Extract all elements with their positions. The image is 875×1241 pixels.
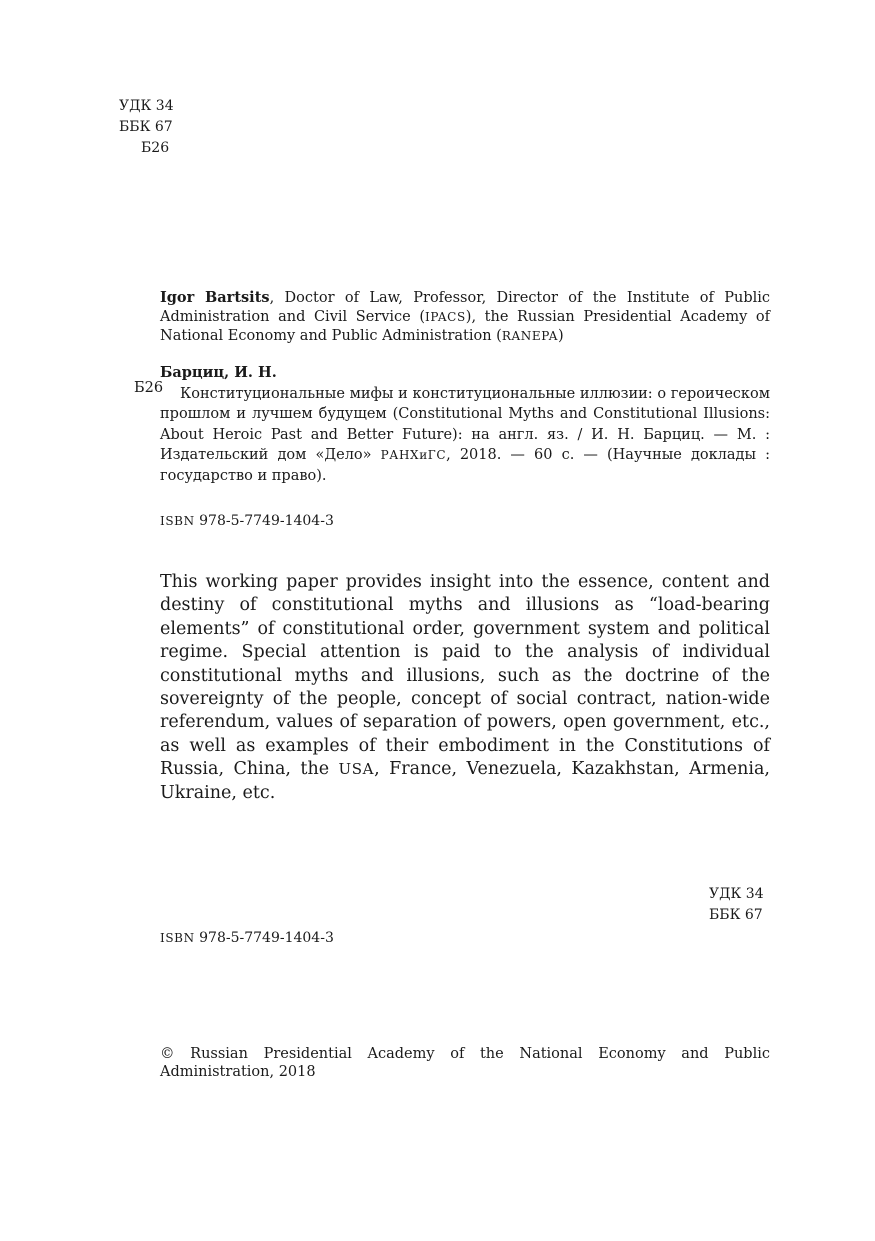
author-name: Igor Bartsits [160, 289, 270, 306]
author-mark-code: Б26 [141, 140, 170, 156]
author-bio [160, 288, 770, 346]
udk-code-bottom: УДК 34 [709, 886, 764, 902]
bibliographic-description [160, 384, 770, 487]
ranhigs-abbr: РАНХиГС [380, 448, 447, 462]
isbn-number: 978-5-7749-1404-3 [199, 513, 334, 529]
bibliographic-author-name: Барциц, И. Н. [160, 364, 277, 381]
bibliographic-text-2: , 2018. — 60 с. — (Научные доклады : государство и право). [160, 447, 770, 484]
bibliographic-side-code: Б26 [134, 380, 164, 396]
isbn-top [160, 513, 334, 529]
ipacs-abbr: IPACS [425, 310, 466, 324]
bibliographic-text-1: Конституциональные мифы и конституциональные иллюзии: о героическом прошлом и лучшем будущем (Constitutional Myths and Constitutional Illusions: About Heroic Past and Better Future): на англ. яз. / И. Н. Барциц. — М. : Издательский дом «Дело» [160, 385, 770, 463]
isbn-number-bottom: 978-5-7749-1404-3 [199, 930, 334, 946]
usa-abbr: USA [338, 760, 375, 779]
bibliographic-record [160, 363, 770, 486]
bibliographic-author [160, 363, 770, 384]
bbk-code-bottom: ББК 67 [709, 907, 763, 923]
abstract-text-2: , France, Venezuela, Kazakhstan, Armenia, Ukraine, etc. [160, 759, 770, 803]
ranepa-abbr: RANEPA [501, 329, 559, 343]
isbn-bottom [160, 930, 334, 946]
udk-code: УДК 34 [119, 98, 174, 114]
copyright-notice: © Russian Presidential Academy of the National Economy and Public Administration, 2018 [160, 1046, 770, 1080]
abstract [160, 571, 770, 805]
isbn-label-bottom: ISBN [160, 931, 195, 945]
isbn-label: ISBN [160, 514, 195, 528]
author-bio-text-2: ), the Russian Presidential Academy of National Economy and Public Administration ( [160, 309, 770, 344]
classification-codes-bottom [709, 884, 764, 926]
abstract-text-1: This working paper provides insight into the essence, content and destiny of constitutional myths and illusions as “load-bearing elements” of constitutional order, government system and political regime. Special attention is paid to the analysis of individual constitutional myths and illusions, such as the doctrine of the sovereignty of the people, concept of social contract, nation-wide referendum, values of separation of powers, open government, etc., as well as examples of their embodiment in the Constitutions of Russia, China, the [160, 572, 770, 780]
bbk-code: ББК 67 [119, 119, 173, 135]
classification-codes-top [119, 98, 174, 161]
author-bio-text-1: , Doctor of Law, Professor, Director of the Institute of Public Administration and Civil Service ( [160, 290, 770, 325]
author-bio-text-3: ) [558, 328, 564, 344]
